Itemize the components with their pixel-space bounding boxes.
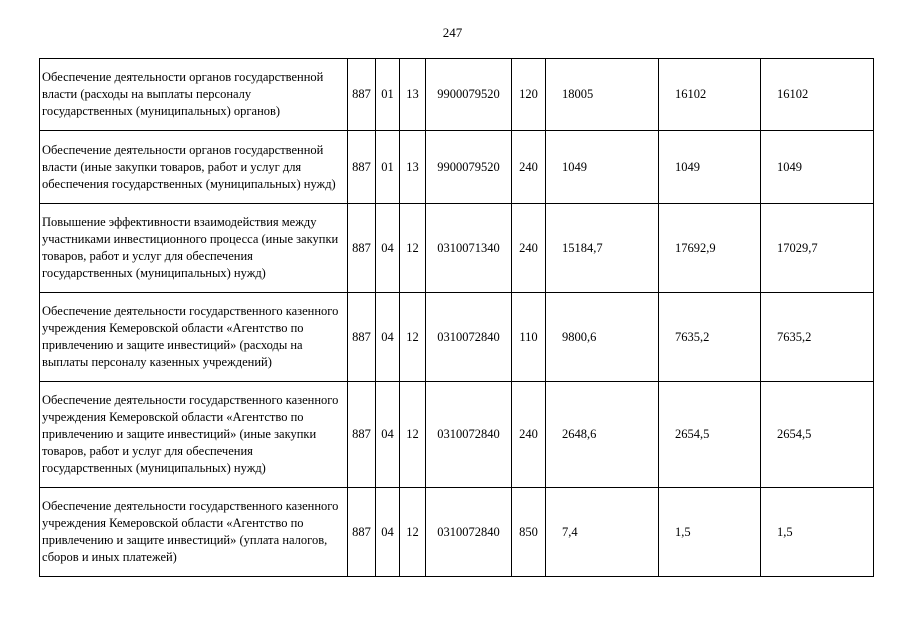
ministry-code: 887: [348, 293, 376, 382]
table-row: [40, 131, 874, 204]
amount-year-1: 18005: [546, 59, 659, 131]
budget-table: [39, 58, 874, 577]
ministry-code: 887: [348, 382, 376, 488]
ministry-code: 887: [348, 488, 376, 577]
amount-year-2: 1,5: [659, 488, 761, 577]
target-article-code: 0310072840: [426, 382, 512, 488]
amount-year-3: 7635,2: [761, 293, 874, 382]
section-code: 01: [376, 59, 400, 131]
amount-year-1: 1049: [546, 131, 659, 204]
amount-year-1: 7,4: [546, 488, 659, 577]
section-code: 04: [376, 293, 400, 382]
table-row: [40, 382, 874, 488]
ministry-code: 887: [348, 131, 376, 204]
table-row: [40, 488, 874, 577]
amount-year-3: 16102: [761, 59, 874, 131]
expense-type-code: 120: [512, 59, 546, 131]
row-description: Обеспечение деятельности государственного казенного учреждения Кемеровской области «Агентство по привлечению и защите инвестиций» (расходы на выплаты персоналу казенных учреждений): [40, 293, 348, 382]
amount-year-3: 1049: [761, 131, 874, 204]
subsection-code: 13: [400, 59, 426, 131]
row-description: Повышение эффективности взаимодействия между участниками инвестиционного процесса (иные закупки товаров, работ и услуг для обеспечения государственных (муниципальных) нужд): [40, 204, 348, 293]
section-code: 04: [376, 488, 400, 577]
subsection-code: 12: [400, 293, 426, 382]
subsection-code: 13: [400, 131, 426, 204]
row-description: Обеспечение деятельности органов государственной власти (расходы на выплаты персоналу государственных (муниципальных) органов): [40, 59, 348, 131]
amount-year-1: 15184,7: [546, 204, 659, 293]
expense-type-code: 850: [512, 488, 546, 577]
target-article-code: 0310071340: [426, 204, 512, 293]
row-description: Обеспечение деятельности органов государственной власти (иные закупки товаров, работ и услуг для обеспечения государственных (муниципальных) нужд): [40, 131, 348, 204]
target-article-code: 9900079520: [426, 131, 512, 204]
target-article-code: 9900079520: [426, 59, 512, 131]
amount-year-3: 2654,5: [761, 382, 874, 488]
amount-year-2: 7635,2: [659, 293, 761, 382]
amount-year-3: 1,5: [761, 488, 874, 577]
amount-year-3: 17029,7: [761, 204, 874, 293]
section-code: 04: [376, 382, 400, 488]
subsection-code: 12: [400, 382, 426, 488]
ministry-code: 887: [348, 204, 376, 293]
section-code: 04: [376, 204, 400, 293]
amount-year-1: 9800,6: [546, 293, 659, 382]
amount-year-2: 17692,9: [659, 204, 761, 293]
row-description: Обеспечение деятельности государственного казенного учреждения Кемеровской области «Агентство по привлечению и защите инвестиций» (иные закупки товаров, работ и услуг для обеспечения государственных (муниципальных) нужд): [40, 382, 348, 488]
expense-type-code: 240: [512, 204, 546, 293]
table-row: [40, 204, 874, 293]
expense-type-code: 240: [512, 131, 546, 204]
table-row: [40, 59, 874, 131]
subsection-code: 12: [400, 204, 426, 293]
target-article-code: 0310072840: [426, 293, 512, 382]
amount-year-1: 2648,6: [546, 382, 659, 488]
amount-year-2: 2654,5: [659, 382, 761, 488]
page-number: 247: [442, 25, 463, 40]
amount-year-2: 1049: [659, 131, 761, 204]
ministry-code: 887: [348, 59, 376, 131]
amount-year-2: 16102: [659, 59, 761, 131]
target-article-code: 0310072840: [426, 488, 512, 577]
expense-type-code: 240: [512, 382, 546, 488]
row-description: Обеспечение деятельности государственного казенного учреждения Кемеровской области «Агентство по привлечению и защите инвестиций» (уплата налогов, сборов и иных платежей): [40, 488, 348, 577]
table-row: [40, 293, 874, 382]
subsection-code: 12: [400, 488, 426, 577]
section-code: 01: [376, 131, 400, 204]
expense-type-code: 110: [512, 293, 546, 382]
